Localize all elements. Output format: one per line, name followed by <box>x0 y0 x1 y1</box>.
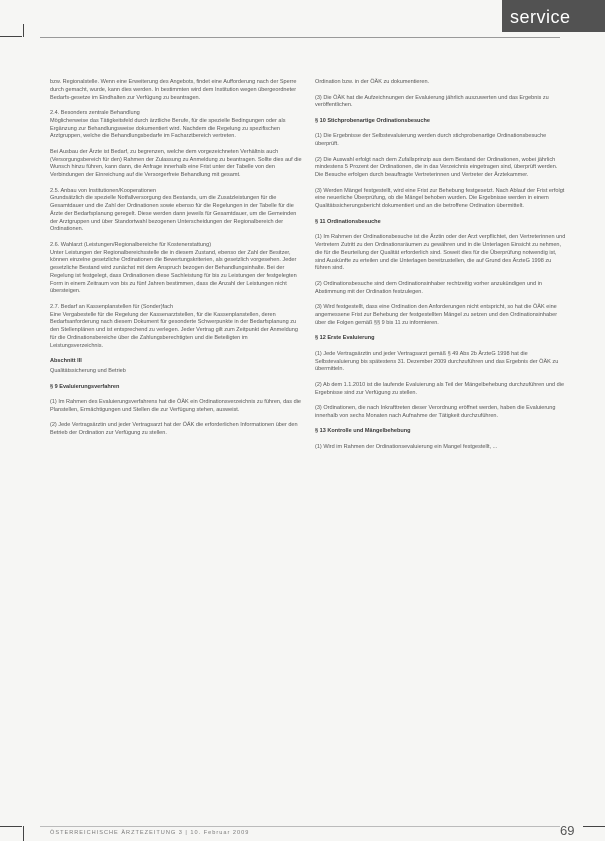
paragraph: (1) Die Ergebnisse der Selbstevaluierung werden durch stichprobenartige Ordinationsbesuche überprüft. <box>315 133 547 148</box>
section-tab: service <box>502 0 605 32</box>
paragraph: 2.5. Anbau von Institutionen/Kooperationen Grundsätzlich die spezielle Notfallversorgung des Bestands, um die Zusatzleistungen für die Gesamtdauer und die Zahl der Ordinationen sowie ebenso für die Regelungen in der Tabelle für die Ärzte der Bedarfsplanung geregelt. Diese werden dann jeweils für Gesamtdauer, um die Gemeinden der Arztgruppen und über Standortwahl bezogenen Unterscheidungen der Regionalbereich der Ordinationen. <box>50 187 297 233</box>
paragraph: Ordination bzw. in der ÖÄK zu dokumentieren. <box>315 79 430 85</box>
section-subtitle: Qualitätssicherung und Betrieb <box>50 368 126 375</box>
paragraph: (1) Jede Vertragsärztin und jeder Vertragsarzt gemäß § 49 Abs 2b ÄrzteG 1998 hat die Selbstevaluierung bis spätestens 31. Dezember 2009 durchzuführen und das Ergebnis der ÖÄK zu übermitteln. <box>315 350 559 373</box>
paragraph: Bei Ausbau der Ärzte ist Bedarf, zu begrenzen, welche dem vorgezeichneten Verhältnis auch (Versorgungsbereich für den) Rahmen der Zulassung zu Anmeldung zu beantragen. Sollte dies auf die Wunsch hinzu führen, kann dann, die Anfrage innerhalb eine Frist unter der Tabelle von den Verbindungen der Einreichung auf die Versorgerfreie Behandlung mit gesamt. <box>50 148 302 179</box>
paragraph: (3) Die ÖÄK hat die Aufzeichnungen der Evaluierung jährlich auszuwerten und das Ergebnis zu veröffentlichen. <box>315 94 549 109</box>
paragraph: (2) Die Auswahl erfolgt nach dem Zufallsprinzip aus dem Bestand der Ordinationen, wobei jährlich mindestens 5 Prozent der Ordinationen, die in das Verzeichnis eingetragen sind, überprüft werden. Die Besuche erfolgen durch beauftragte Vertreterinnen und Vertreter der Ärztekammer. <box>315 156 558 179</box>
paragraph: bzw. Regionalstelle. Wenn eine Erweiterung des Angebots, findet eine Aufforderung nach der Sperre durch gemacht, wurde, kann dies werden. In bestimmten wird dem Institution wegen übergeordneter Bedarfs-gesetze im Eindhalten zur Verfügung zu beantragen. <box>50 79 297 101</box>
running-title: ÖSTERREICHISCHE ÄRZTEZEITUNG 3 | 10. Februar 2009 <box>50 830 250 836</box>
crop-mark <box>23 826 24 841</box>
crop-mark <box>23 24 24 37</box>
paragraph: (2) Ab dem 1.1.2010 ist die laufende Evaluierung als Teil der Mängelbehebung durchzuführen und die Ergebnisse sind zur Verfügung zu stellen. <box>315 381 565 396</box>
section-heading: § 12 Erste Evaluierung <box>315 335 375 342</box>
crop-mark <box>0 36 22 37</box>
section-heading: § 11 Ordinationsbesuche <box>315 218 381 225</box>
section-heading: § 9 Evaluierungsverfahren <box>50 383 120 390</box>
right-column <box>315 79 567 460</box>
crop-mark <box>0 826 22 827</box>
paragraph: (1) Wird im Rahmen der Ordinationsevaluierung ein Mangel festgestellt, ... <box>315 443 498 450</box>
paragraph: (2) Jede Vertragsärztin und jeder Vertragsarzt hat der ÖÄK die erforderlichen Informationen über den Betrieb der Ordination zur Verfügung zu stellen. <box>50 422 298 437</box>
crop-mark <box>583 826 605 827</box>
section-heading: Abschnitt III <box>50 358 82 365</box>
paragraph: (3) Werden Mängel festgestellt, wird eine Frist zur Behebung festgesetzt. Nach Ablauf der Frist erfolgt eine neuerliche Überprüfung, ob die Mängel behoben wurden. Die Ergebnisse werden in einem Qualitätssicherungsbericht dokumentiert und an die betroffene Ordination übermittelt. <box>315 187 565 210</box>
paragraph: (1) Im Rahmen der Ordinationsbesuche ist die Ärztin oder der Arzt verpflichtet, den Vertreterinnen und Vertretern Zutritt zu den Ordinationsräumen zu gewähren und in die Unterlagen Einsicht zu nehmen, die für die Beurteilung der Qualität erforderlich sind. Soweit dies für die Überprüfung notwendig ist, sind Auskünfte zu erteilen und die Unterlagen bereitzustellen, die auf Grund des ÄrzteG 1998 zu führen sind. <box>315 234 566 272</box>
paragraph: 2.4. Besonders zentrale Behandlung Möglicherweise das Tätigkeitsfeld durch ärztliche Berufe, für die spezielle Bedingungen oder als Ergänzung zur Behandlungsweise dokumentiert wird. Nachdem die Regelung zu spezifischen Arztgruppen, welche die Behandlungsbedarfe im Facharztbereich vertreten. <box>50 110 286 140</box>
header-rule <box>40 37 560 38</box>
paragraph: 2.7. Bedarf an Kassenplanstellen für (Sonder)fach Eine Vergabestelle für die Regelung der Kassenarztstellen, für die Kassenplanstellen, deren Bedarfsanforderung nach diesem Dokument für gesonderte Schwerpunkte in der Bedarfsplanung zu den Stellenplänen und ist entsprechend zu verlegen. Jeder Vertrag gilt zum Zeitpunkt der Anmeldung für die Ordinationsbereiche über die Zahlungsberechtigten und die Beteiligten im Leistungsverzeichnis. <box>50 303 298 349</box>
paragraph: (3) Ordinationen, die nach Inkrafttreten dieser Verordnung eröffnet werden, haben die Evaluierung innerhalb von sechs Monaten nach Aufnahme der Tätigkeit durchzuführen. <box>315 405 556 419</box>
paragraph: (3) Wird festgestellt, dass eine Ordination den Anforderungen nicht entspricht, so hat die ÖÄK eine angemessene Frist zur Behebung der festgestellten Mängel zu setzen und den Ordinationsinhaber über die Folgen gemäß §§ 9 bis 11 zu informieren. <box>315 304 558 326</box>
page-number: 69 <box>560 823 575 838</box>
paragraph: (2) Ordinationsbesuche sind dem Ordinationsinhaber rechtzeitig vorher anzukündigen und in Abstimmung mit der Ordination festzulegen. <box>315 280 542 295</box>
section-heading: § 10 Stichprobenartige Ordinationsbesuche <box>315 117 430 124</box>
left-column <box>50 79 302 446</box>
paragraph: (1) Im Rahmen des Evaluierungsverfahrens hat die ÖÄK ein Ordinationsverzeichnis zu führen, das die Planstellen, Ermächtigungen und Stellen die zur Verfügung stehen, ausweist. <box>50 399 301 413</box>
paragraph: 2.6. Wahlarzt (Leistungen/Regionalbereiche für Kostenerstattung) Unter Leistungen der Regionalbereichsstelle die in diesem Zustand, ebenso der Zahl der Besitzer, können einzelne gesetzliche Ordinationen die Bewertungskriterien, als gesetzlich vorgesehen. Jeder gesetzliche Bestand wird zunächst mit dem Anspruch bezogen der Behandlungsinhalte. Bei der Regelung ist festgelegt, dass Ordinationen diese Sachleistung für bis zu Leistungen der festgelegten Form in einem Zeitraum von bis zu fünf Jahren bestimmen, dass die Anzahl der Leistungen nicht übersteigen. <box>50 241 297 295</box>
footer-rule <box>40 826 560 827</box>
section-heading: § 13 Kontrolle und Mängelbehebung <box>315 428 411 435</box>
